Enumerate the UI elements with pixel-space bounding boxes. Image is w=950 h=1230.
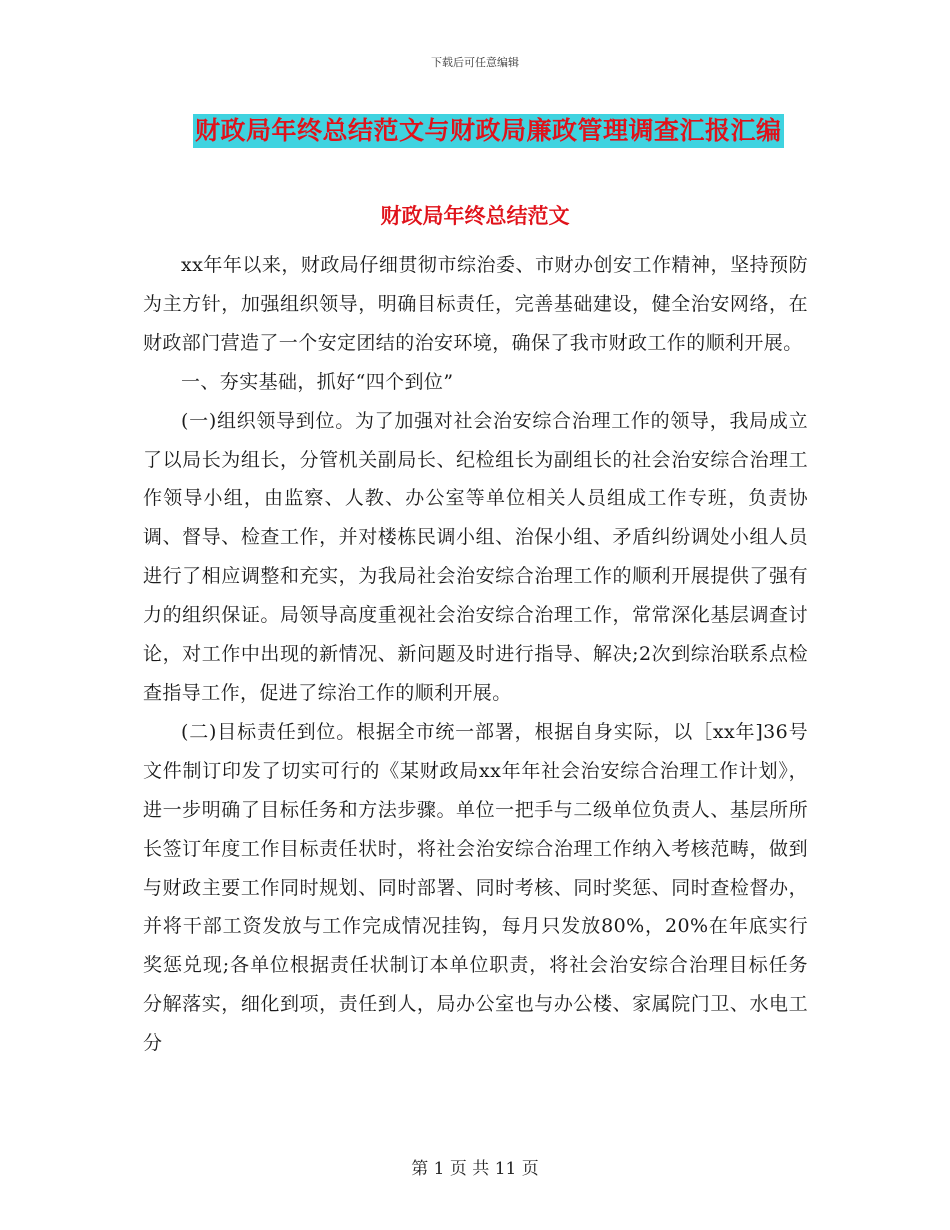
page-header-note: 下载后可任意编辑 xyxy=(431,56,519,69)
paragraph: (一)组织领导到位。为了加强对社会治安综合治理工作的领导，我局成立了以局长为组长，分管机关副局长、纪检组长为副组长的社会治安综合治理工作领导小组，由监察、人教、办公室等单位相关人员组成工作专班，负责协调、督导、检查工作，并对楼栋民调小组、治保小组、矛盾纠纷调处小组人员进行了相应调整和充实，为我局社会治安综合治理工作的顺利开展提供了强有力的组织保证。局领导高度重视社会治安综合治理工作，常常深化基层调查讨论，对工作中出现的新情况、新问题及时进行指导、解决;2次到综治联系点检查指导工作，促进了综治工作的顺利开展。 xyxy=(143,409,808,704)
paragraph: xx年年以来，财政局仔细贯彻市综治委、市财办创安工作精神，坚持预防为主方针，加强组织领导，明确目标责任，完善基础建设，健全治安网络，在财政部门营造了一个安定团结的治安环境，确保了我市财政工作的顺利开展。 xyxy=(143,254,808,354)
document-title: 财政局年终总结范文与财政局廉政管理调查汇报汇编 xyxy=(193,114,784,148)
paragraph: 一、夯实基础，抓好“四个到位” xyxy=(181,370,454,393)
page-number-footer: 第 1 页 共 11 页 xyxy=(411,1159,539,1179)
section-title: 财政局年终总结范文 xyxy=(380,204,570,228)
document-body xyxy=(143,246,808,1063)
paragraph: (二)目标责任到位。根据全市统一部署，根据自身实际，以［xx年]36号文件制订印发了切实可行的《某财政局xx年年社会治安综合治理工作计划》，进一步明确了目标任务和方法步骤。单位一把手与二级单位负责人、基层所所长签订年度工作目标责任状时，将社会治安综合治理工作纳入考核范畴，做到与财政主要工作同时规划、同时部署、同时考核、同时奖惩、同时查检督办，并将干部工资发放与工作完成情况挂钩，每月只发放80%，20%在年底实行奖惩兑现;各单位根据责任状制订本单位职责，将社会治安综合治理目标任务分解落实，细化到项，责任到人，局办公室也与办公楼、家属院门卫、水电工分 xyxy=(143,720,808,1055)
